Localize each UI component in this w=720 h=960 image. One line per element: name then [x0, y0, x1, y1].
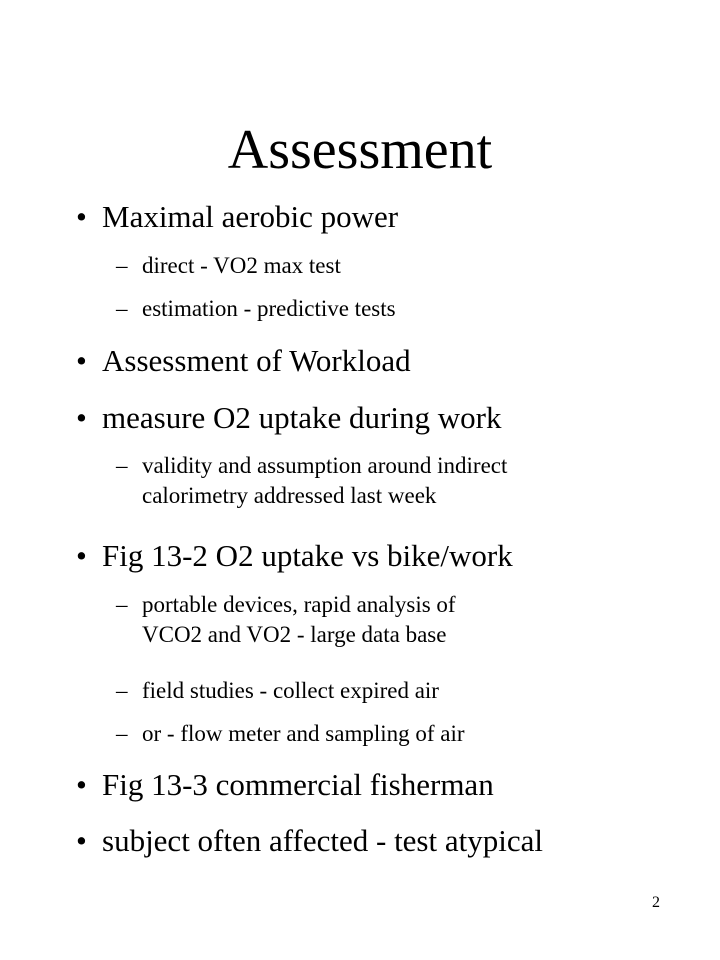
- bullet-icon: •: [76, 400, 87, 435]
- bullet-text: Maximal aerobic power: [102, 199, 399, 234]
- bullet-text: Assessment of Workload: [102, 343, 411, 378]
- bullet-icon: •: [76, 538, 87, 573]
- sub-bullet-text: [142, 590, 456, 650]
- sub-bullet-text: estimation - predictive tests: [142, 296, 396, 321]
- dash-icon: –: [116, 721, 128, 746]
- sub-bullet-text: [142, 451, 507, 511]
- sub-bullet-line: portable devices, rapid analysis of: [142, 592, 456, 617]
- sub-bullet-line: VCO2 and VO2 - large data base: [142, 622, 447, 647]
- bullet-icon: •: [76, 343, 87, 378]
- bullet-text: subject often affected - test atypical: [102, 823, 543, 858]
- bullet-icon: •: [76, 823, 87, 858]
- bullet-icon: •: [76, 199, 87, 234]
- dash-icon: –: [116, 253, 128, 278]
- dash-icon: –: [116, 678, 128, 703]
- sub-bullet-text: direct - VO2 max test: [142, 253, 341, 278]
- bullet-text: Fig 13-2 O2 uptake vs bike/work: [102, 538, 513, 573]
- sub-bullet-text: or - flow meter and sampling of air: [142, 721, 465, 746]
- bullet-text: Fig 13-3 commercial fisherman: [102, 767, 494, 802]
- dash-icon: –: [116, 296, 128, 321]
- sub-bullet-line: calorimetry addressed last week: [142, 483, 437, 508]
- dash-icon: –: [116, 592, 128, 617]
- dash-icon: –: [116, 453, 128, 478]
- page-number: 2: [652, 894, 660, 911]
- bullet-text: measure O2 uptake during work: [102, 400, 502, 435]
- sub-bullet-line: validity and assumption around indirect: [142, 453, 508, 478]
- sub-bullet-text: field studies - collect expired air: [142, 678, 439, 703]
- bullet-icon: •: [76, 767, 87, 802]
- slide-title: Assessment: [227, 119, 493, 181]
